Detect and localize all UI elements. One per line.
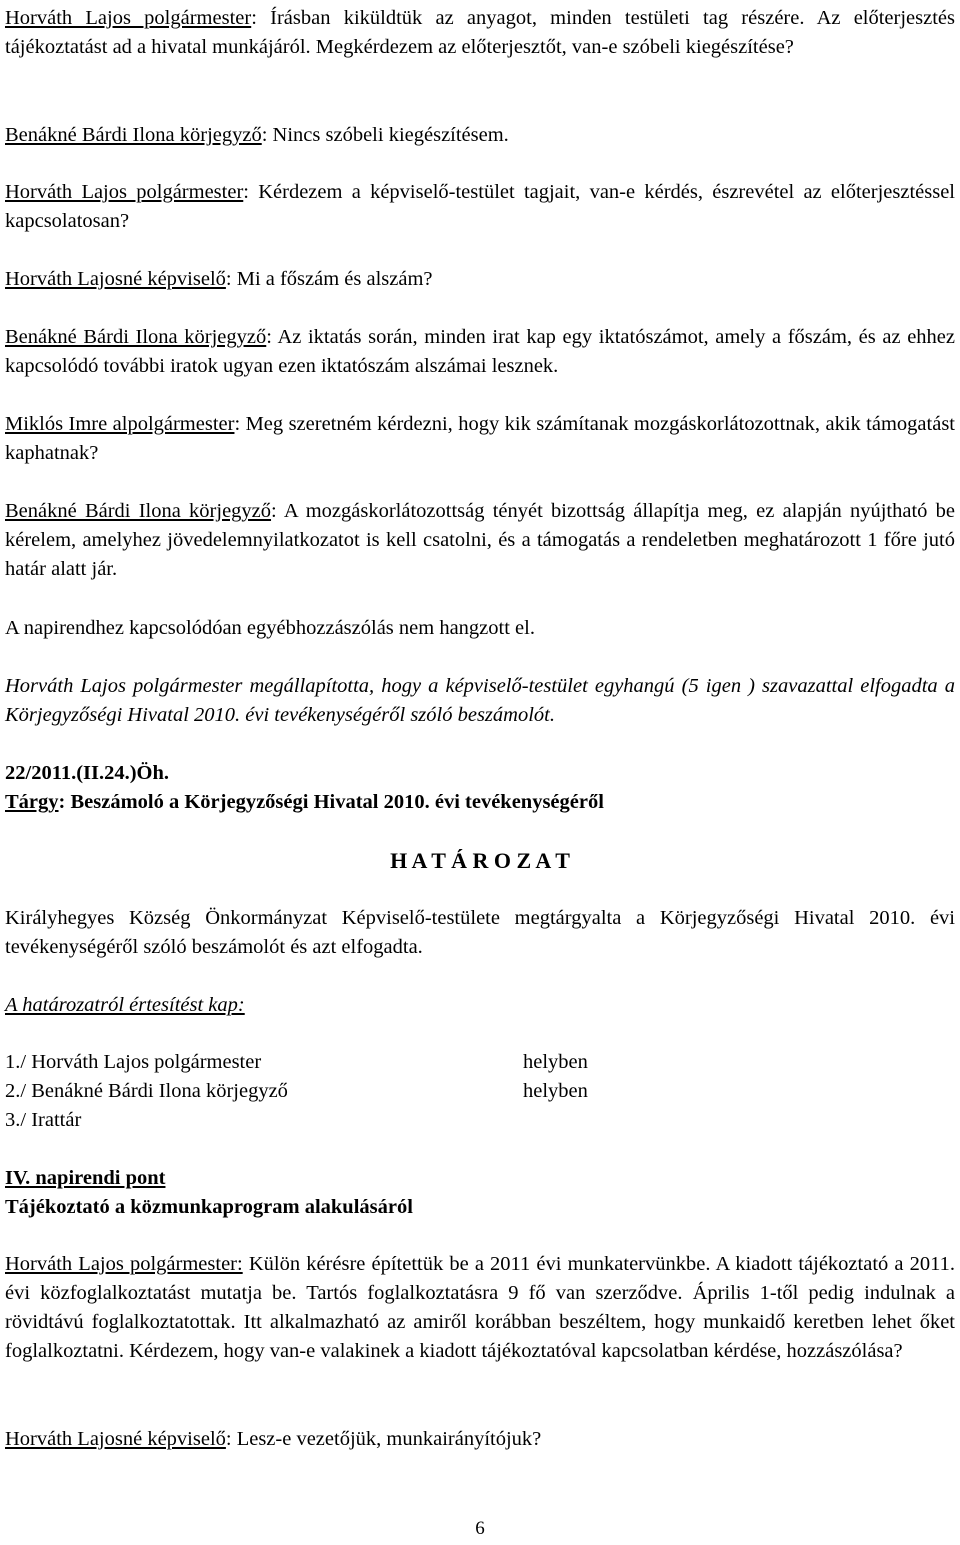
speech-text: : Írásban kiküldtük az anyagot, minden testületi tag részére. Az előterjesztés tájékoztatást ad a hivatal munkájáról. Megkérdezem az előterjesztőt, van-e szóbeli kiegészítése? bbox=[5, 7, 956, 58]
recipient-name: 2./ Benákné Bárdi Ilona körjegyző bbox=[5, 1080, 288, 1102]
speech-text: : Lesz-e vezetőjük, munkairányítójuk? bbox=[225, 1428, 542, 1450]
speaker-name: Horváth Lajos polgármester bbox=[5, 7, 252, 29]
recipient-name: 3./ Irattár bbox=[5, 1109, 82, 1131]
speech-text: : Az iktatás során, minden irat kap egy iktatószámot, amely a főszám, és az ehhez kapcsolódó további iratok ugyan ezen iktatószám alszámai lesznek. bbox=[5, 326, 955, 377]
resolution-heading: H A T Á R O Z A T bbox=[390, 848, 570, 873]
speech-text: : A mozgáskorlátozottság tényét bizottság állapítja meg, ez alapján nyújtható be kérelem, amelyhez jövedelemnyilatkozatot is kell csatolni, és a támogatás a rendeletben meghatározott 1 főre jutó határ alatt jár. bbox=[5, 500, 955, 580]
speech-text: Külön kérésre építettük be a 2011 évi munkatervünkbe. A kiadott tájékoztató a 2011. évi közfoglalkoztatást mutatja be. Tartós foglalkoztatásra 9 fő van szerződve. Április 1-től pedig indulnak a rövidtávú foglalkoztatottak. Itt alkalmazható az amiről korábban beszéltem, hogy munkaidő keretben lehet őket foglalkoztatni. Kérdezem, hogy van-e valakinek a kiadott tájékoztatóval kapcsolatban kérdése, hozzászólása? bbox=[5, 1253, 955, 1362]
paragraph-deputy-question bbox=[5, 410, 955, 468]
agenda-item-title: Tájékoztató a közmunkaprogram alakulásáról bbox=[5, 1196, 413, 1218]
recipient-place: helyben bbox=[523, 1080, 588, 1102]
speech-text: : Kérdezem a képviselő-testület tagjait, van-e kérdés, észrevétel az előterjesztéssel kapcsolatosan? bbox=[5, 181, 955, 232]
list-item bbox=[5, 1106, 955, 1135]
speech-text: : Nincs szóbeli kiegészítésem. bbox=[261, 124, 509, 146]
subject-text: : Beszámoló a Körjegyzőségi Hivatal 2010. évi tevékenységéről bbox=[58, 791, 604, 813]
paragraph-mayor-question bbox=[5, 178, 955, 236]
speaker-name: Benákné Bárdi Ilona körjegyző bbox=[5, 500, 272, 522]
speaker-name: Horváth Lajos polgármester bbox=[5, 181, 244, 203]
paragraph-councillor-last-question bbox=[5, 1425, 955, 1454]
paragraph-mayor-report bbox=[5, 1250, 955, 1366]
resolution-number: 22/2011.(II.24.)Öh. bbox=[5, 762, 170, 784]
speaker-name: Horváth Lajosné képviselő bbox=[5, 268, 226, 290]
page-number: 6 bbox=[475, 1518, 485, 1539]
notification-label: A határozatról értesítést kap: bbox=[5, 994, 245, 1016]
paragraph-notary-reply bbox=[5, 121, 955, 150]
list-item bbox=[5, 1077, 955, 1106]
paragraph-notary-answer bbox=[5, 323, 955, 381]
paragraph-vote-result: Horváth Lajos polgármester megállapította, hogy a képviselő-testület egyhangú (5 igen ) szavazattal elfogadta a Körjegyzőségi Hivatal 2010. évi tevékenységéről szóló beszámolót. bbox=[5, 675, 955, 726]
speaker-name: Horváth Lajos polgármester: bbox=[5, 1253, 243, 1275]
speaker-name: Benákné Bárdi Ilona körjegyző bbox=[5, 326, 267, 348]
list-item bbox=[5, 1048, 955, 1077]
speech-text: : Meg szeretném kérdezni, hogy kik számítanak mozgáskorlátozottnak, akik támogatást kaphatnak? bbox=[5, 413, 955, 464]
speaker-name: Miklós Imre alpolgármester bbox=[5, 413, 235, 435]
paragraph-no-comments: A napirendhez kapcsolódóan egyébhozzászólás nem hangzott el. bbox=[5, 617, 535, 639]
resolution-subject bbox=[5, 788, 955, 817]
paragraph-notary-explanation bbox=[5, 497, 955, 584]
speech-text: : Mi a főszám és alszám? bbox=[225, 268, 433, 290]
subject-label: Tárgy bbox=[5, 791, 59, 813]
recipient-place: helyben bbox=[523, 1051, 588, 1073]
recipient-name: 1./ Horváth Lajos polgármester bbox=[5, 1051, 262, 1073]
recipient-list bbox=[5, 1048, 955, 1135]
paragraph-mayor-intro bbox=[5, 4, 955, 62]
speaker-name: Benákné Bárdi Ilona körjegyző bbox=[5, 124, 262, 146]
resolution-body: Királyhegyes Község Önkormányzat Képviselő-testülete megtárgyalta a Körjegyzőségi Hivatal 2010. évi tevékenységéről szóló beszámolót és azt elfogadta. bbox=[5, 907, 955, 958]
paragraph-councillor-question bbox=[5, 265, 955, 294]
agenda-item-number: IV. napirendi pont bbox=[5, 1167, 166, 1189]
speaker-name: Horváth Lajosné képviselő bbox=[5, 1428, 226, 1450]
